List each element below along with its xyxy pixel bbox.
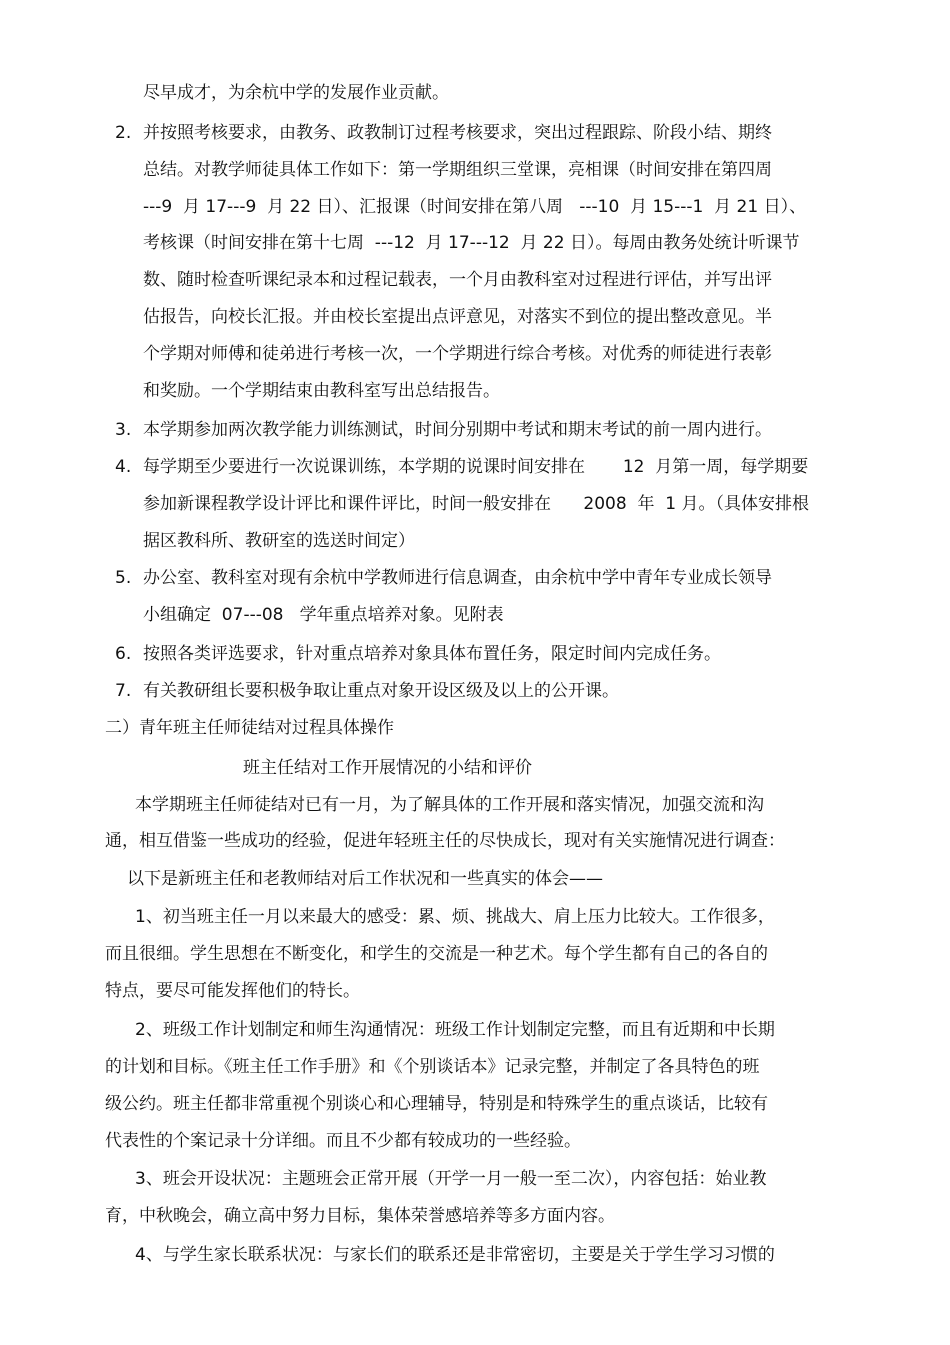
paragraph-4-line-1: 2、班级工作计划制定和师生沟通情况：班级工作计划制定完整，而且有近期和中长期 (135, 1020, 775, 1040)
list-item-1-line-1: 尽早成才，为余杭中学的发展作业贡献。 (143, 83, 449, 103)
list-item-5-line-2: 小组确定 07---08 学年重点培养对象。见附表 (143, 605, 504, 625)
list-item-2-number: 2. (115, 123, 132, 143)
list-item-4-number: 4. (115, 457, 132, 477)
list-item-5-number: 5. (115, 568, 132, 588)
paragraph-4-line-2: 的计划和目标。《班主任工作手册》和《个别谈话本》记录完整，并制定了各具特色的班 (105, 1057, 760, 1077)
paragraph-1-line-2: 通，相互借鉴一些成功的经验，促进年轻班主任的尽快成长，现对有关实施情况进行调查： (105, 831, 785, 851)
list-item-3-number: 3. (115, 420, 132, 440)
list-item-2-line-7: 个学期对师傅和徒弟进行考核一次，一个学期进行综合考核。对优秀的师徒进行表彰 (143, 344, 772, 364)
list-item-6-line-1: 按照各类评选要求，针对重点培养对象具体布置任务，限定时间内完成任务。 (143, 644, 721, 664)
paragraph-1-line-1: 本学期班主任师徒结对已有一月，为了解具体的工作开展和落实情况，加强交流和沟 (135, 795, 764, 815)
paragraph-5-line-2: 育，中秋晚会，确立高中努力目标，集体荣誉感培养等多方面内容。 (105, 1206, 615, 1226)
list-item-2-line-4: 考核课（时间安排在第十七周 ---12 月 17---12 月 22 日）。每周由教务处统计听课节 (143, 233, 800, 253)
subtitle: 班主任结对工作开展情况的小结和评价 (243, 758, 532, 778)
paragraph-2-line-1: 以下是新班主任和老教师结对后工作状况和一些真实的体会—— (127, 869, 603, 889)
list-item-2-line-8: 和奖励。一个学期结束由教科室写出总结报告。 (143, 381, 500, 401)
list-item-2-line-6: 估报告，向校长汇报。并由校长室提出点评意见，对落实不到位的提出整改意见。半 (143, 307, 772, 327)
list-item-2-line-3: ---9 月 17---9 月 22 日）、汇报课（时间安排在第八周 ---10 月 15---1 月 21 日）、 (143, 197, 807, 217)
list-item-5-line-1: 办公室、教科室对现有余杭中学教师进行信息调查，由余杭中学中青年专业成长领导 (143, 568, 772, 588)
list-item-6-number: 6. (115, 644, 132, 664)
paragraph-3-line-3: 特点，要尽可能发挥他们的特长。 (105, 981, 360, 1001)
list-item-7-line-1: 有关教研组长要积极争取让重点对象开设区级及以上的公开课。 (143, 681, 619, 701)
list-item-4-line-3: 据区教科所、教研室的选送时间定） (143, 531, 415, 551)
list-item-4-line-1: 每学期至少要进行一次说课训练，本学期的说课时间安排在 12 月第一周，每学期要 (143, 457, 809, 477)
paragraph-4-line-3: 级公约。班主任都非常重视个别谈心和心理辅导，特别是和特殊学生的重点谈话，比较有 (105, 1094, 768, 1114)
paragraph-5-line-1: 3、班会开设状况：主题班会正常开展（开学一月一般一至二次），内容包括：始业教 (135, 1169, 767, 1189)
list-item-4-line-2: 参加新课程教学设计评比和课件评比，时间一般安排在 2008 年 1 月。（具体安排根 (143, 494, 810, 514)
paragraph-3-line-1: 1、初当班主任一月以来最大的感受：累、烦、挑战大、肩上压力比较大。工作很多， (135, 907, 775, 927)
list-item-2-line-2: 总结。对教学师徒具体工作如下：第一学期组织三堂课，亮相课（时间安排在第四周 (143, 160, 772, 180)
list-item-7-number: 7. (115, 681, 132, 701)
list-item-3-line-1: 本学期参加两次教学能力训练测试，时间分别期中考试和期末考试的前一周内进行。 (143, 420, 772, 440)
section-heading: 二）青年班主任师徒结对过程具体操作 (105, 718, 394, 738)
paragraph-6-line-1: 4、与学生家长联系状况：与家长们的联系还是非常密切，主要是关于学生学习习惯的 (135, 1245, 775, 1265)
paragraph-4-line-4: 代表性的个案记录十分详细。而且不少都有较成功的一些经验。 (105, 1131, 581, 1151)
paragraph-3-line-2: 而且很细。学生思想在不断变化，和学生的交流是一种艺术。每个学生都有自己的各自的 (105, 944, 768, 964)
list-item-2-line-5: 数、随时检查听课纪录本和过程记载表，一个月由教科室对过程进行评估，并写出评 (143, 270, 772, 290)
list-item-2-line-1: 并按照考核要求，由教务、政教制订过程考核要求，突出过程跟踪、阶段小结、期终 (143, 123, 772, 143)
